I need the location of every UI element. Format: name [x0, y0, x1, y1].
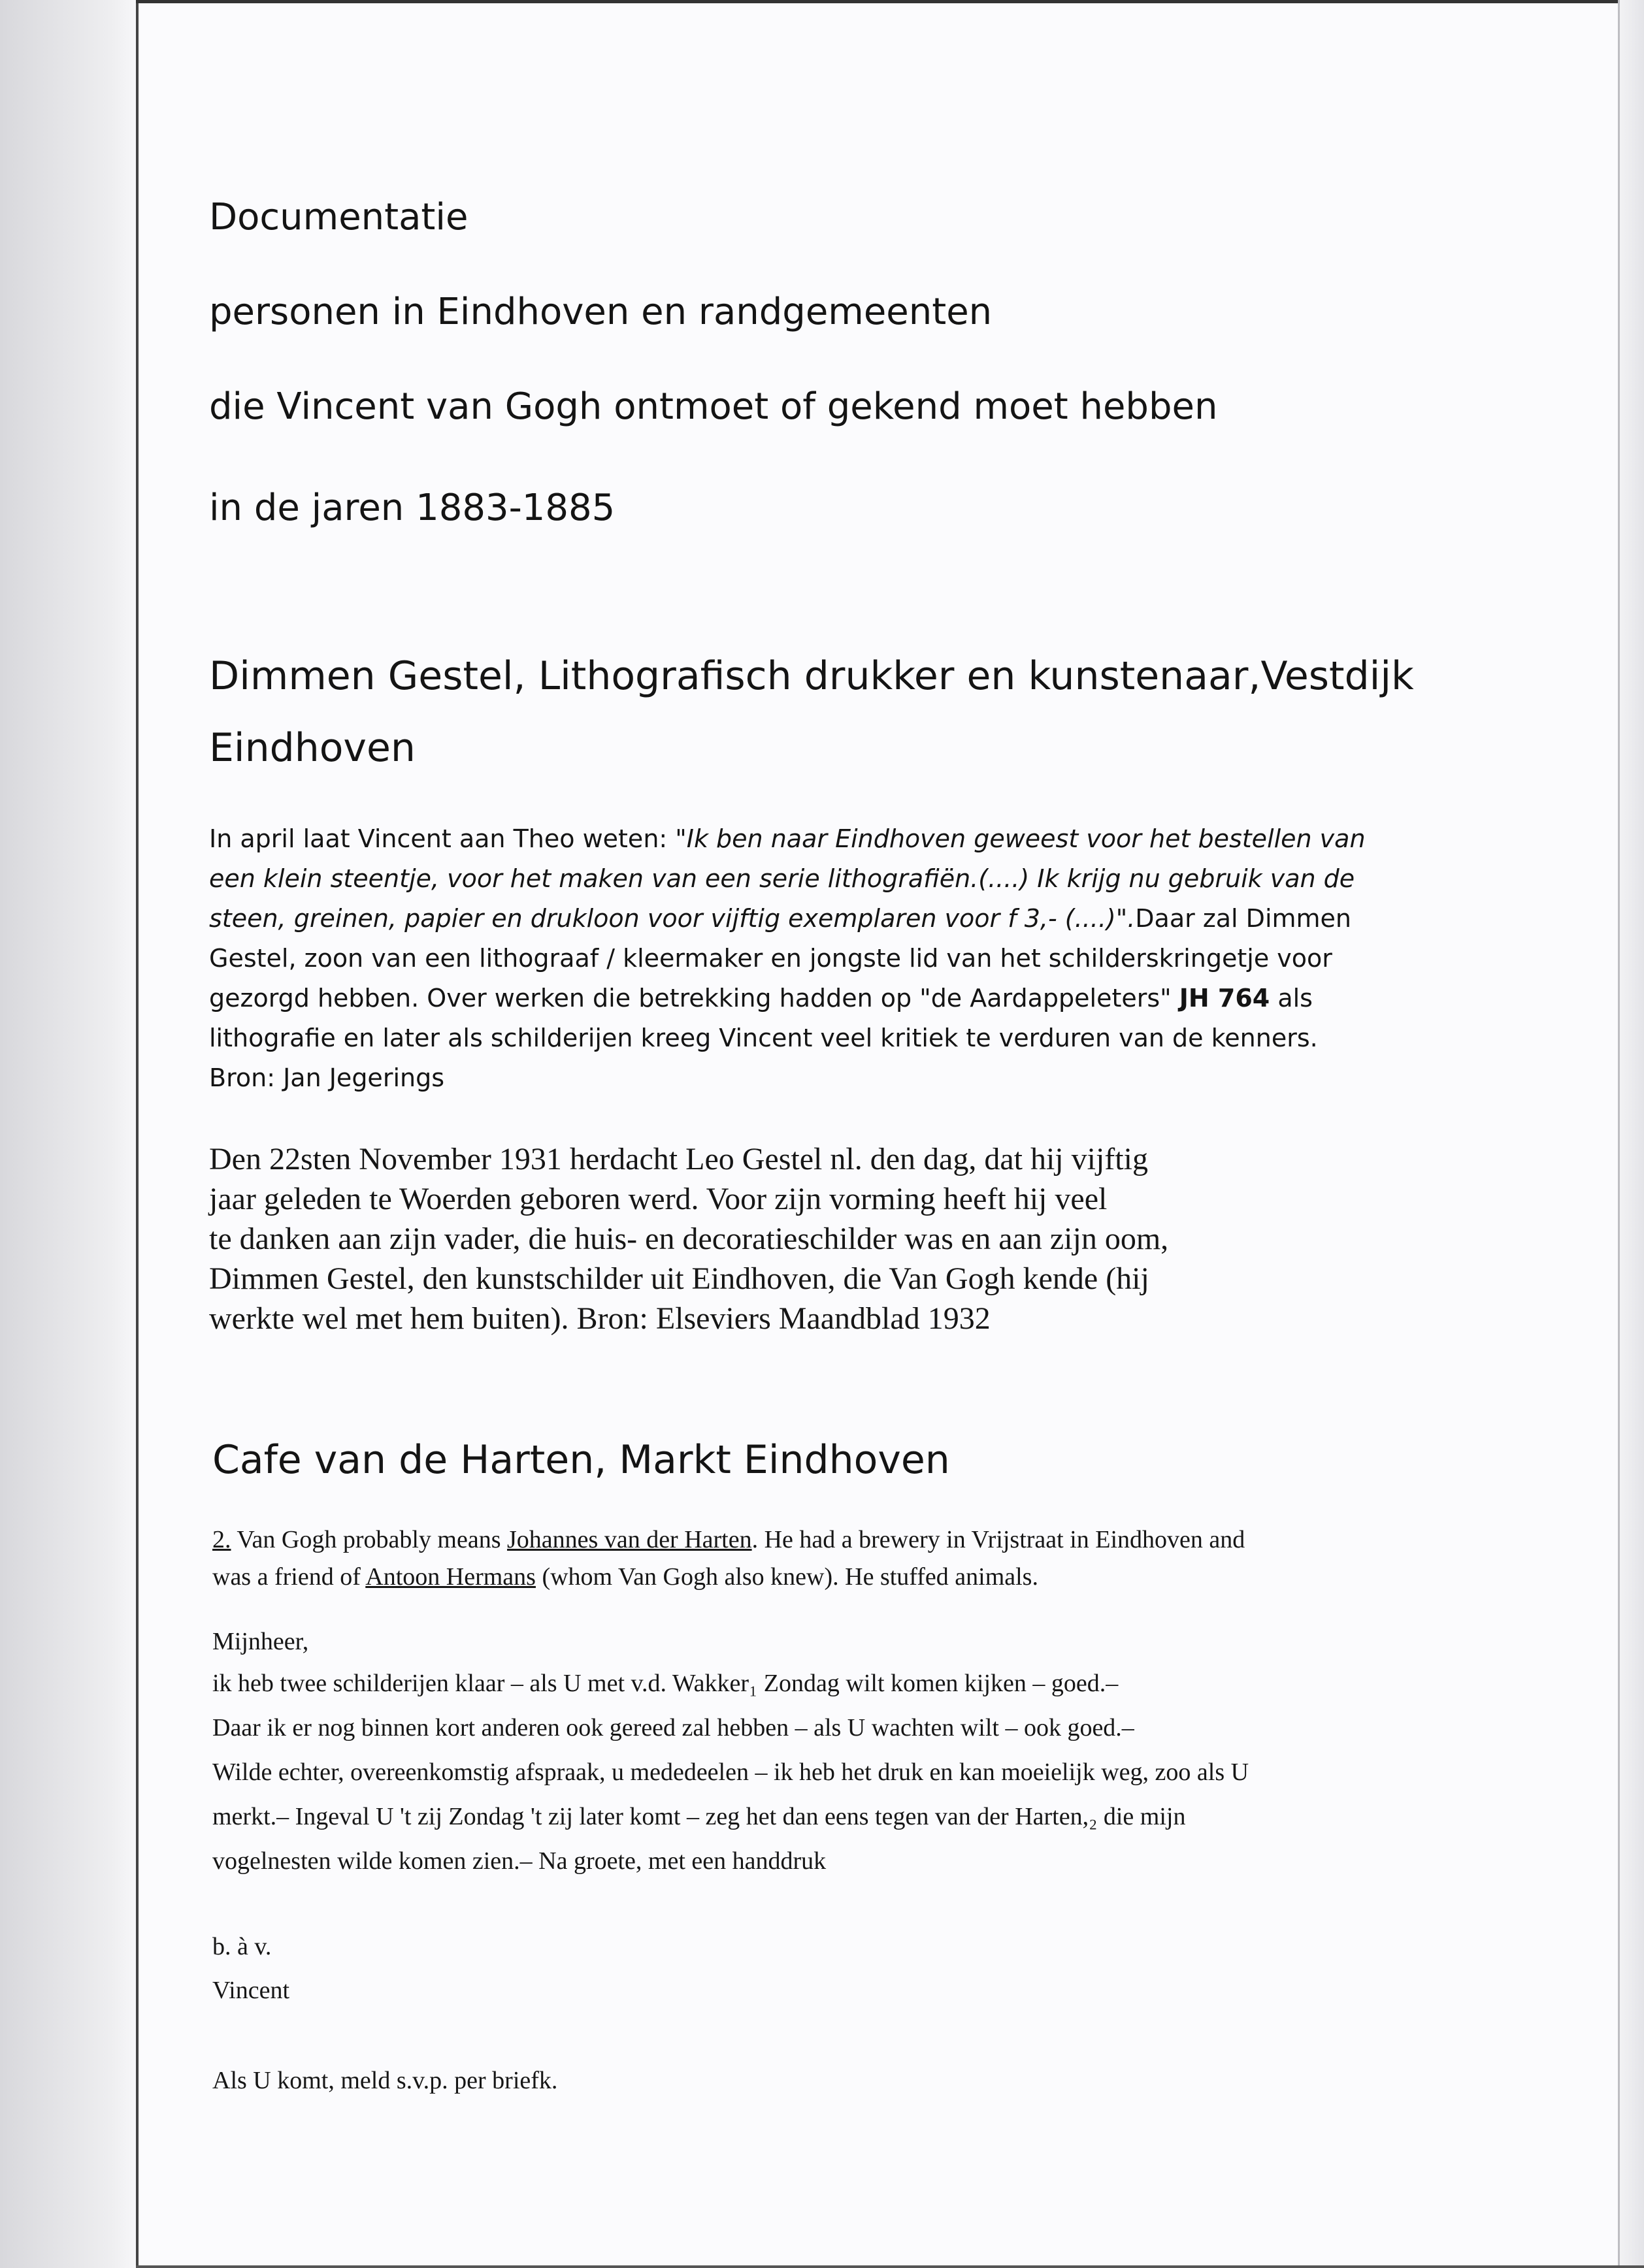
letter-line: Wilde echter, overeenkomstig afspraak, u mededeelen – ik heb het druk en kan moeielijk weg, zoo als U	[212, 1758, 1249, 1786]
catalogue-number: JH 764	[1179, 984, 1270, 1012]
paragraph-line: lithografie en later als schilderijen kreeg Vincent veel kritiek te verduren van de kenners.	[209, 1024, 1318, 1052]
doc-subtitle-line: die Vincent van Gogh ontmoet of gekend moet hebben	[209, 385, 1218, 428]
quote-line: een klein steentje, voor het maken van een serie lithografiën.(....) Ik krijg nu gebruik van de	[209, 864, 1355, 893]
footnote-number: 2.	[212, 1526, 231, 1553]
text-run: als	[1270, 984, 1313, 1012]
doc-title: Documentatie	[209, 196, 469, 238]
doc-subtitle-line: personen in Eindhoven en randgemeenten	[209, 291, 993, 333]
text-run: . He had a brewery in Vrijstraat in Eindhoven and	[751, 1526, 1245, 1553]
paragraph-line	[209, 824, 1366, 853]
footnote-line	[212, 1525, 1245, 1554]
source-line: werkte wel met hem buiten). Bron: Elseviers Maandblad 1932	[209, 1301, 991, 1336]
paragraph-line: Dimmen Gestel, den kunstschilder uit Eindhoven, die Van Gogh kende (hij	[209, 1261, 1149, 1296]
text-run: In april laat Vincent aan Theo weten:	[209, 824, 676, 853]
paragraph-line: Den 22sten November 1931 herdacht Leo Gestel nl. den dag, dat hij vijftig	[209, 1142, 1148, 1176]
text-run: (whom Van Gogh also knew). He stuffed animals.	[535, 1563, 1038, 1591]
paragraph-line: jaar geleden te Woerden geboren werd. Voor zijn vorming heeft hij veel	[209, 1182, 1108, 1216]
paragraph-line: te danken aan zijn vader, die huis- en decoratieschilder was en aan zijn oom,	[209, 1222, 1169, 1256]
letter-line: Daar ik er nog binnen kort anderen ook gereed zal hebben – als U wachten wilt – ook goed.–	[212, 1714, 1134, 1742]
text-run: was a friend of	[212, 1563, 366, 1591]
quote-text: "Ik ben naar Eindhoven geweest voor het bestellen van	[675, 824, 1366, 853]
text-run: gezorgd hebben. Over werken die betrekking hadden op "de Aardappeleters"	[209, 984, 1179, 1012]
letter-line: vogelnesten wilde komen zien.– Na groete, met een handdruk	[212, 1847, 827, 1875]
page-left-edge	[136, 0, 139, 2268]
letter-signature: Vincent	[212, 1977, 290, 2004]
paragraph-line	[209, 984, 1313, 1012]
person-link[interactable]: Antoon Hermans	[365, 1563, 536, 1591]
section-heading-continued: Eindhoven	[209, 725, 416, 771]
letter-closing: b. à v.	[212, 1933, 272, 1960]
paragraph-line	[209, 904, 1351, 933]
page-right-edge	[1618, 0, 1620, 2268]
page-right-margin-shadow	[1618, 0, 1644, 2268]
letter-salutation: Mijnheer,	[212, 1628, 309, 1655]
person-link[interactable]: Johannes van der Harten	[507, 1526, 752, 1553]
section-heading: Dimmen Gestel, Lithografisch drukker en kunstenaar,Vestdijk	[209, 653, 1414, 699]
source-line: Bron: Jan Jegerings	[209, 1063, 444, 1092]
letter-line: merkt.– Ingeval U 't zij Zondag 't zij later komt – zeg het dan eens tegen van der Harten,₂ die mijn	[212, 1803, 1186, 1830]
doc-subtitle-line: in de jaren 1883-1885	[209, 487, 616, 529]
section-heading: Cafe van de Harten, Markt Eindhoven	[212, 1437, 950, 1483]
paragraph-line: Gestel, zoon van een lithograaf / kleermaker en jongste lid van het schilderskringetje voor	[209, 944, 1332, 973]
footnote-line	[212, 1563, 1038, 1591]
letter-postscript: Als U komt, meld s.v.p. per briefk.	[212, 2067, 558, 2094]
page-left-margin-shadow	[0, 0, 139, 2268]
text-run: Van Gogh probably means	[231, 1526, 508, 1553]
letter-line: ik heb twee schilderijen klaar – als U met v.d. Wakker₁ Zondag wilt komen kijken – goed.–	[212, 1670, 1119, 1697]
quote-text: steen, greinen, papier en drukloon voor vijftig exemplaren voor f 3,- (....)".	[209, 904, 1136, 933]
page-top-edge	[136, 0, 1644, 3]
page-bottom-edge	[136, 2265, 1644, 2268]
text-run: Daar zal Dimmen	[1135, 904, 1351, 933]
